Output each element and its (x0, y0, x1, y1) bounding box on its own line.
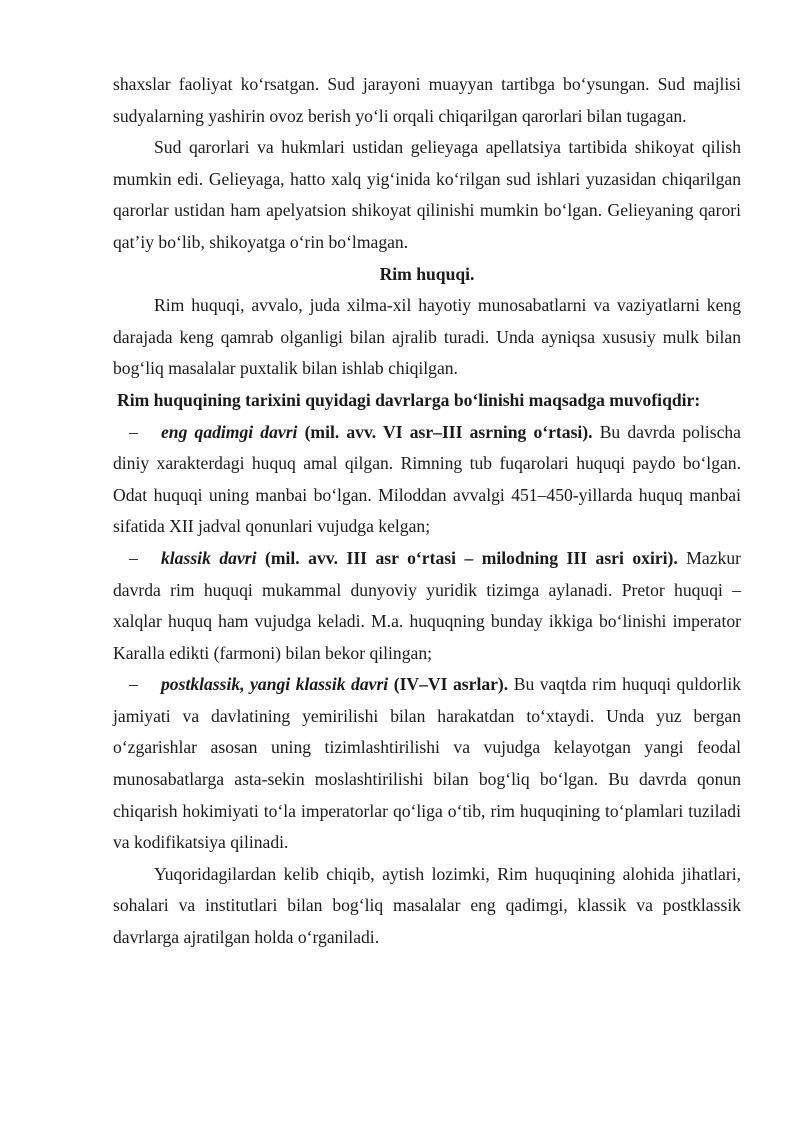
dash-bullet: – (129, 421, 138, 442)
period-description: Bu vaqtda rim huquqi quldorlik jamiyati va davlatining yemirilishi bilan harakatdan to‘xtaydi. Unda yuz bergan o‘zgarishlar asosan uning tizimlashtirilishi va vujudga kelayotgan yangi feodal munosabatlarga asta-sekin moslashtirilishi bilan bog‘liq bo‘lgan. Bu davrda qonun chiqarish hokimiyati to‘la imperatorlar qo‘liga o‘tib, rim huquqining to‘plamlari tuziladi va kodifikatsiya qilinadi. (113, 674, 742, 853)
period-description: Bu davrda polischa diniy xarakterdagi huquq amal qilgan. Rimning tub fuqarolari huquqi paydo bo‘lgan. Odat huquqi uning manbai bo‘lgan. Miloddan avvalgi 451–450-yillarda huquq manbai sifatida XII jadval qonunlari vujudga kelgan; (113, 421, 741, 537)
list-item-classical-period (113, 543, 741, 669)
period-dates: (mil. avv. VI asr–III asrning o‘rtasi). (297, 421, 593, 442)
period-description: Mazkur davrda rim huquqi mukammal dunyoviy yuridik tizimga aylanadi. Pretor huquqi – xalqlar huquq ham vujudga keladi. M.a. huquqning bunday ikkiga bo‘linishi imperator Karalla edikti (farmoni) bilan bekor qilingan; (113, 547, 741, 663)
document-page (113, 69, 741, 954)
period-dates: (mil. avv. III asr o‘rtasi – milodning III asri oxiri). (256, 547, 678, 568)
paragraph-roman-law-overview: Rim huquqi, avvalo, juda xilma-xil hayotiy munosabatlarni va vaziyatlarni keng darajada keng qamrab olganligi bilan ajralib turadi. Unda ayniqsa xususiy mulk bilan bog‘liq masalalar puxtalik bilan ishlab chiqilgan. (113, 295, 741, 379)
dash-bullet: – (129, 547, 138, 568)
dash-bullet: – (129, 674, 138, 695)
paragraph-intro-continuation: shaxslar faoliyat ko‘rsatgan. Sud jarayoni muayyan tartibga bo‘ysungan. Sud majlisi sudyalarning yashirin ovoz berish yo‘li orqali chiqarilgan qarorlari bilan tugagan. (113, 74, 741, 126)
period-term: klassik davri (161, 547, 257, 568)
subheading-periods: Rim huquqining tarixini quyidagi davrlarga bo‘linishi maqsadga muvofiqdir: (117, 389, 701, 410)
period-dates: (IV–VI asrlar). (388, 674, 509, 695)
period-term: eng qadimgi davri (161, 421, 298, 442)
section-heading-roman-law: Rim huquqi. (379, 263, 475, 284)
list-item-ancient-period (113, 417, 741, 543)
period-term: postklassik, yangi klassik davri (161, 674, 389, 695)
paragraph-conclusion: Yuqoridagilardan kelib chiqib, aytish lozimki, Rim huquqining alohida jihatlari, sohalari va institutlari bilan bog‘liq masalalar eng qadimgi, klassik va postklassik davrlarga ajratilgan holda o‘rganiladi. (113, 863, 741, 948)
paragraph-court-appeals: Sud qarorlari va hukmlari ustidan gelieyaga apellatsiya tartibida shikoyat qilish mumkin edi. Gelieyaga, hatto xalq yig‘inida ko‘rilgan sud ishlari yuzasidan chiqarilgan qarorlar ustidan ham apelyatsion shikoyat qilinishi mumkin bo‘lgan. Gelieyaning qarori qat’iy bo‘lib, shikoyatga o‘rin bo‘lmagan. (113, 137, 741, 252)
list-item-postclassical-period (113, 669, 741, 859)
